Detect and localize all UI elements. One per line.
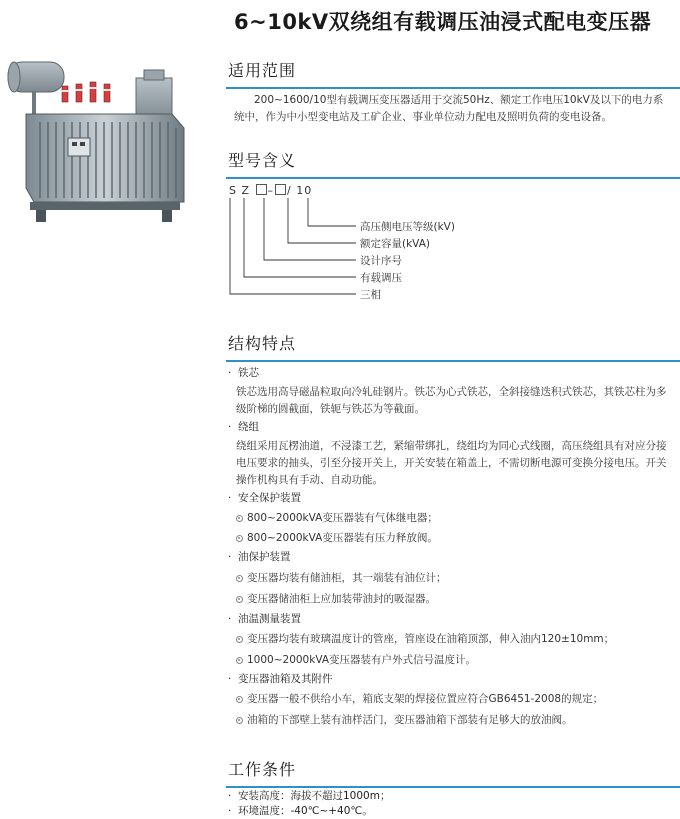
label-hv-voltage: 高压侧电压等级(kV) xyxy=(360,221,455,233)
label-three-phase: 三相 xyxy=(360,289,381,301)
winding-title: 绕组 xyxy=(238,421,259,433)
safety-item: 800~2000kVA变压器装有压力释放阀。 xyxy=(236,531,438,546)
scope-divider xyxy=(226,87,680,89)
label-on-load-tap: 有载调压 xyxy=(360,272,402,284)
model-heading: 型号含义 xyxy=(228,151,297,170)
condition-item: · 安装高度：海拔不超过1000m； xyxy=(228,790,391,802)
conditions-heading: 工作条件 xyxy=(228,760,297,779)
conditions-divider xyxy=(226,786,680,788)
ring-bullet-icon xyxy=(236,696,243,703)
page-title: 6~10kV双绕组有载调压油浸式配电变压器 xyxy=(234,10,652,34)
capacity-box xyxy=(256,184,267,195)
safety-bullet: · 安全保护装置 xyxy=(228,492,301,504)
transformer-photo xyxy=(4,52,192,228)
oil-bullet: · 油保护装置 xyxy=(228,551,291,563)
winding-text: 绕组采用瓦楞油道，不浸漆工艺，紧缩带绑扎，绕组均为同心式线圈，高压绕组具有对应分接电压要求的抽头，引至分接开关上，开关安装在箱盖上，不需切断电源可变换分接电压。开关操作机构具有手动、自动功能。 xyxy=(236,440,667,486)
scope-heading: 适用范围 xyxy=(228,61,297,80)
safety-title: 安全保护装置 xyxy=(238,492,301,504)
label-design-serial: 设计序号 xyxy=(360,255,402,267)
conditions-section-heading xyxy=(226,757,680,788)
temp-bullet: · 油温测量装置 xyxy=(228,613,301,625)
label-rated-capacity: 额定容量(kVA) xyxy=(360,238,430,250)
structure-heading: 结构特点 xyxy=(228,334,297,353)
ring-bullet-icon xyxy=(236,717,243,724)
tank-item: 油箱的下部壁上装有油样活门，变压器油箱下部装有足够大的放油阀。 xyxy=(236,713,573,728)
scope-section-heading xyxy=(226,58,680,89)
structure-divider xyxy=(226,360,680,362)
model-code-suffix: / 10 xyxy=(287,184,313,197)
oil-item: 变压器均装有储油柜，其一端装有油位计； xyxy=(236,571,447,586)
safety-item: 800~2000kVA变压器装有气体继电器； xyxy=(236,511,438,526)
scope-text: 200~1600/10型有载调压变压器适用于交流50Hz、额定工作电压10kV及以下的电力系统中，作为中小型变电站及工矿企业、事业单位动力配电及照明负荷的变电设备。 xyxy=(234,94,664,123)
model-code-prefix: S Z xyxy=(229,184,251,197)
winding-bullet: · 绕组 xyxy=(228,421,259,433)
model-diagram-lines xyxy=(222,196,422,306)
structure-section-heading xyxy=(226,331,680,362)
ring-bullet-icon xyxy=(236,535,243,542)
core-title: 铁芯 xyxy=(238,367,259,379)
ring-bullet-icon xyxy=(236,636,243,643)
model-divider xyxy=(226,177,680,179)
temp-item: 变压器均装有玻璃温度计的管座，管座设在油箱顶部，伸入油内120±10mm； xyxy=(236,632,614,647)
tank-bullet: · 变压器油箱及其附件 xyxy=(228,673,333,685)
tank-item: 变压器一般不供给小车，箱底支架的焊接位置应符合GB6451-2008的规定； xyxy=(236,692,603,707)
model-section-heading xyxy=(226,148,680,179)
core-text: 铁芯选用高导磁晶粒取向冷轧硅钢片。铁芯为心式铁芯，全斜接缝迭积式铁芯，其铁芯柱为多级阶梯的圆截面，铁轭与铁芯为等截面。 xyxy=(236,386,667,415)
condition-item: · 环境温度：-40℃~+40℃。 xyxy=(228,805,373,817)
ring-bullet-icon xyxy=(236,596,243,603)
temp-item: 1000~2000kVA变压器装有户外式信号温度计。 xyxy=(236,653,476,668)
oil-title: 油保护装置 xyxy=(238,551,291,563)
ring-bullet-icon xyxy=(236,657,243,664)
model-code-dash: – xyxy=(267,184,275,197)
tank-title: 变压器油箱及其附件 xyxy=(238,673,333,685)
core-bullet: · 铁芯 xyxy=(228,367,259,379)
ring-bullet-icon xyxy=(236,575,243,582)
ring-bullet-icon xyxy=(236,515,243,522)
temp-title: 油温测量装置 xyxy=(238,613,301,625)
serial-box xyxy=(275,184,286,195)
oil-item: 变压器储油柜上应加装带油封的吸湿器。 xyxy=(236,592,436,607)
